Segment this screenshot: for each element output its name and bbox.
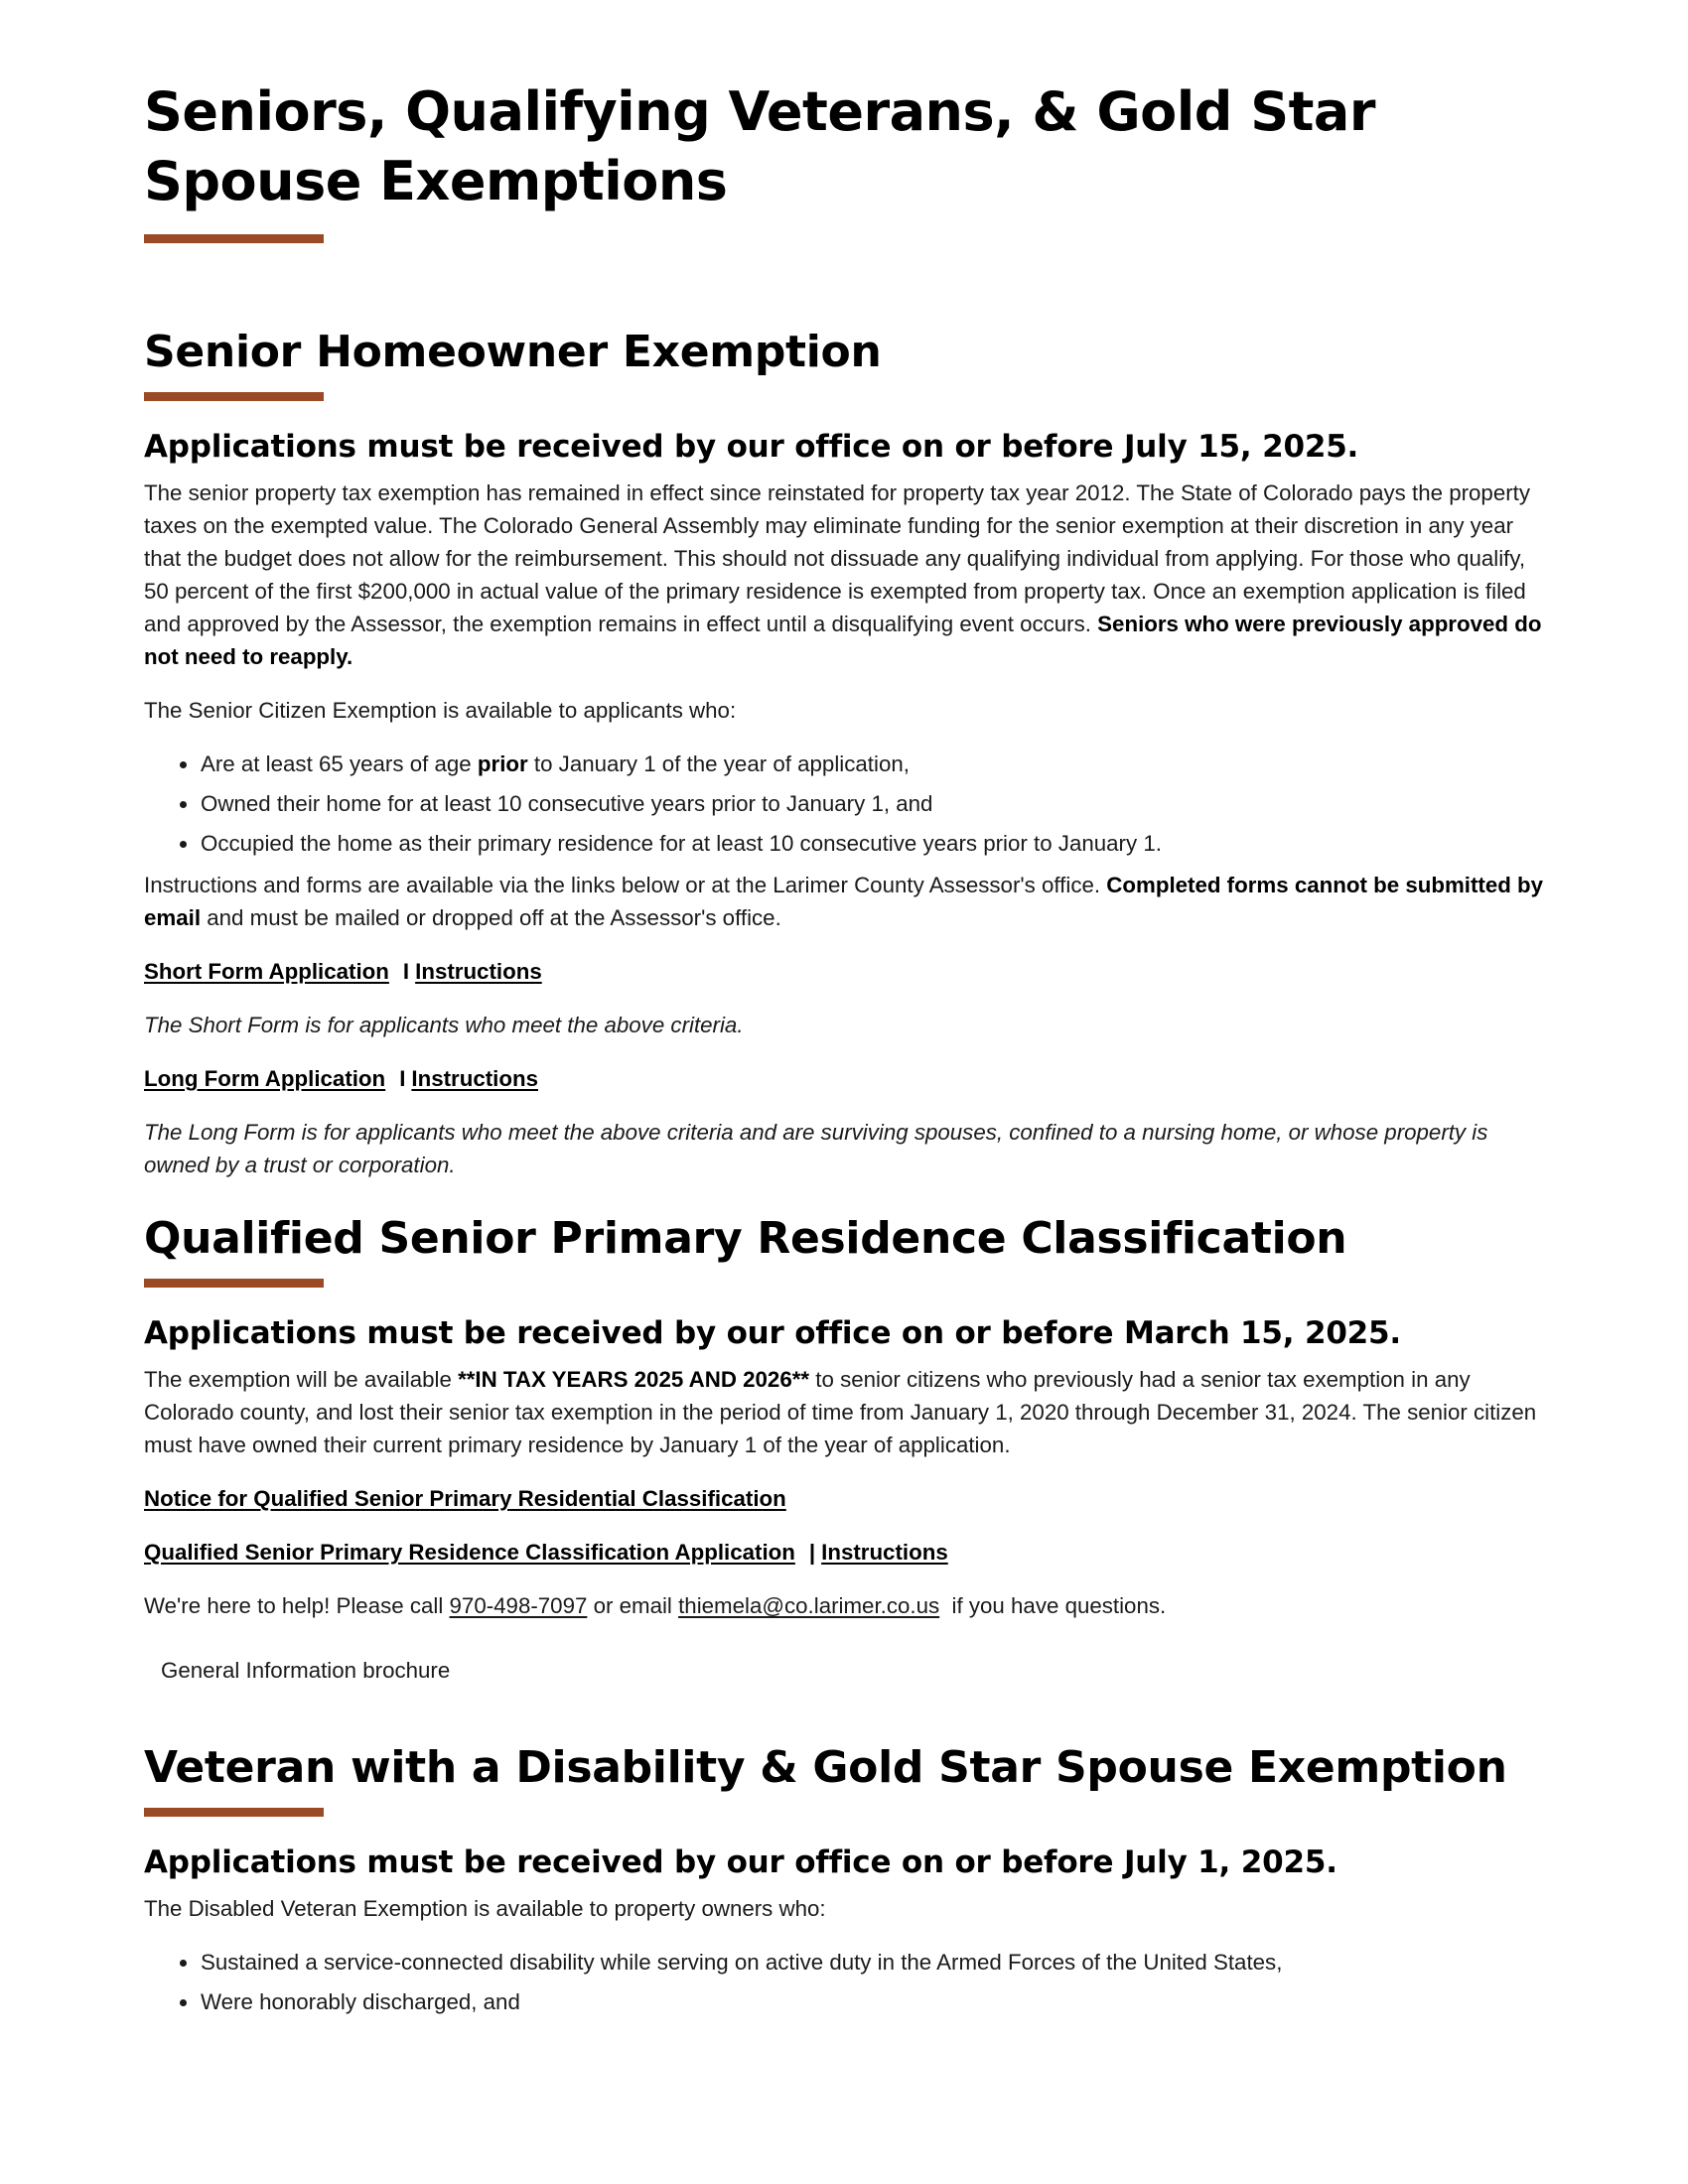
forms-info bbox=[144, 869, 1544, 934]
section-heading-qualified-senior: Qualified Senior Primary Residence Classification bbox=[144, 1213, 1347, 1264]
help-text bbox=[144, 1589, 1544, 1622]
qualified-senior-body bbox=[144, 1363, 1544, 1461]
intro-bold-text: Seniors who were previously approved do not need to reapply. bbox=[144, 612, 1542, 669]
veteran-available-to: The Disabled Veteran Exemption is available to property owners who: bbox=[144, 1896, 826, 1921]
title-accent-rule bbox=[144, 234, 324, 243]
veteran-deadline: Applications must be received by our office on or before July 1, 2025. bbox=[144, 1844, 1337, 1880]
section-heading-senior-homeowner: Senior Homeowner Exemption bbox=[144, 327, 882, 377]
forms-text: Instructions and forms are available via the links below or at the Larimer County Assessor's office. bbox=[144, 873, 1101, 897]
phone-link[interactable]: 970-498-7097 bbox=[449, 1593, 588, 1618]
qualified-senior-deadline: Applications must be received by our office on or before March 15, 2025. bbox=[144, 1315, 1402, 1351]
list-item: Owned their home for at least 10 consecutive years prior to January 1, and bbox=[201, 787, 1544, 820]
forms-bold-text: Completed forms cannot be submitted by email bbox=[144, 873, 1544, 930]
body-text: The exemption will be available bbox=[144, 1367, 452, 1392]
application-links bbox=[144, 1536, 1544, 1569]
notice-qualified-senior-link[interactable]: Notice for Qualified Senior Primary Residential Classification bbox=[144, 1486, 786, 1511]
short-form-links bbox=[144, 955, 1544, 988]
body-bold-text: **IN TAX YEARS 2025 AND 2026** bbox=[458, 1367, 810, 1392]
general-information-brochure[interactable]: General Information brochure bbox=[161, 1658, 451, 1683]
link-separator: | bbox=[808, 1540, 816, 1565]
section-accent-rule bbox=[144, 392, 324, 401]
qualified-senior-application-link[interactable]: Qualified Senior Primary Residence Classification Application bbox=[144, 1540, 795, 1565]
short-form-note bbox=[144, 1009, 1544, 1041]
senior-available-to: The Senior Citizen Exemption is available to applicants who: bbox=[144, 698, 737, 723]
link-separator: I bbox=[399, 1066, 406, 1091]
long-form-application-link[interactable]: Long Form Application bbox=[144, 1066, 386, 1091]
senior-homeowner-intro bbox=[144, 477, 1544, 673]
short-form-note-text: The Short Form is for applicants who meet the above criteria. bbox=[144, 1013, 744, 1037]
qualified-senior-instructions-link[interactable]: Instructions bbox=[821, 1540, 948, 1565]
notice-link-row bbox=[144, 1482, 1544, 1515]
intro-text: The senior property tax exemption has remained in effect since reinstated for property tax year 2012. The State of Colorado pays the property taxes on the exempted value. The Colorado General Assembly may eliminate funding for the senior exemption at their discretion in any year that the budget does not allow for the reimbursement. This should not dissuade any qualifying individual from applying. For those who qualify, 50 percent of the first $200,000 in actual value of the primary residence is exempted from property tax. Once an exemption application is filed and approved by the Assessor, the exemption remains in effect until a disqualifying event occurs. bbox=[144, 480, 1530, 636]
short-form-application-link[interactable]: Short Form Application bbox=[144, 959, 389, 984]
short-form-instructions-link[interactable]: Instructions bbox=[415, 959, 542, 984]
list-item: Were honorably discharged, and bbox=[201, 1985, 1544, 2018]
list-item: Sustained a service-connected disability while serving on active duty in the Armed Forces of the United States, bbox=[201, 1946, 1544, 1979]
long-form-note-text: The Long Form is for applicants who meet the above criteria and are surviving spouses, confined to a nursing home, or whose property is owned by a trust or corporation. bbox=[144, 1120, 1488, 1177]
forms-text: and must be mailed or dropped off at the Assessor's office. bbox=[207, 905, 781, 930]
long-form-note bbox=[144, 1116, 1544, 1181]
body-text: to senior citizens who previously had a senior tax exemption in any Colorado county, and lost their senior tax exemption in the period of time from January 1, 2020 through December 31, 2024. The senior citizen must have owned their current primary residence by January 1 of the year of application. bbox=[144, 1367, 1537, 1457]
help-text-prefix: We're here to help! Please call bbox=[144, 1593, 444, 1618]
list-item bbox=[201, 748, 1544, 780]
help-text-mid: or email bbox=[593, 1593, 672, 1618]
section-heading-veteran: Veteran with a Disability & Gold Star Spouse Exemption bbox=[144, 1742, 1507, 1793]
link-separator: I bbox=[402, 959, 410, 984]
help-text-suffix: if you have questions. bbox=[951, 1593, 1167, 1618]
criteria-bold-text: prior bbox=[477, 751, 528, 776]
criteria-text: to January 1 of the year of application, bbox=[533, 751, 910, 776]
long-form-instructions-link[interactable]: Instructions bbox=[411, 1066, 538, 1091]
long-form-links bbox=[144, 1062, 1544, 1095]
senior-criteria-list bbox=[144, 748, 1544, 860]
senior-homeowner-deadline: Applications must be received by our office on or before July 15, 2025. bbox=[144, 429, 1359, 465]
list-item: Occupied the home as their primary residence for at least 10 consecutive years prior to January 1. bbox=[201, 827, 1544, 860]
veteran-criteria-list bbox=[144, 1946, 1544, 2018]
criteria-text: Are at least 65 years of age bbox=[201, 751, 472, 776]
brochure-row bbox=[144, 1654, 1544, 1687]
section-accent-rule bbox=[144, 1279, 324, 1288]
section-accent-rule bbox=[144, 1808, 324, 1817]
email-link[interactable]: thiemela@co.larimer.co.us bbox=[678, 1593, 940, 1618]
page-title: Seniors, Qualifying Veterans, & Gold Star Spouse Exemptions bbox=[144, 80, 1375, 212]
